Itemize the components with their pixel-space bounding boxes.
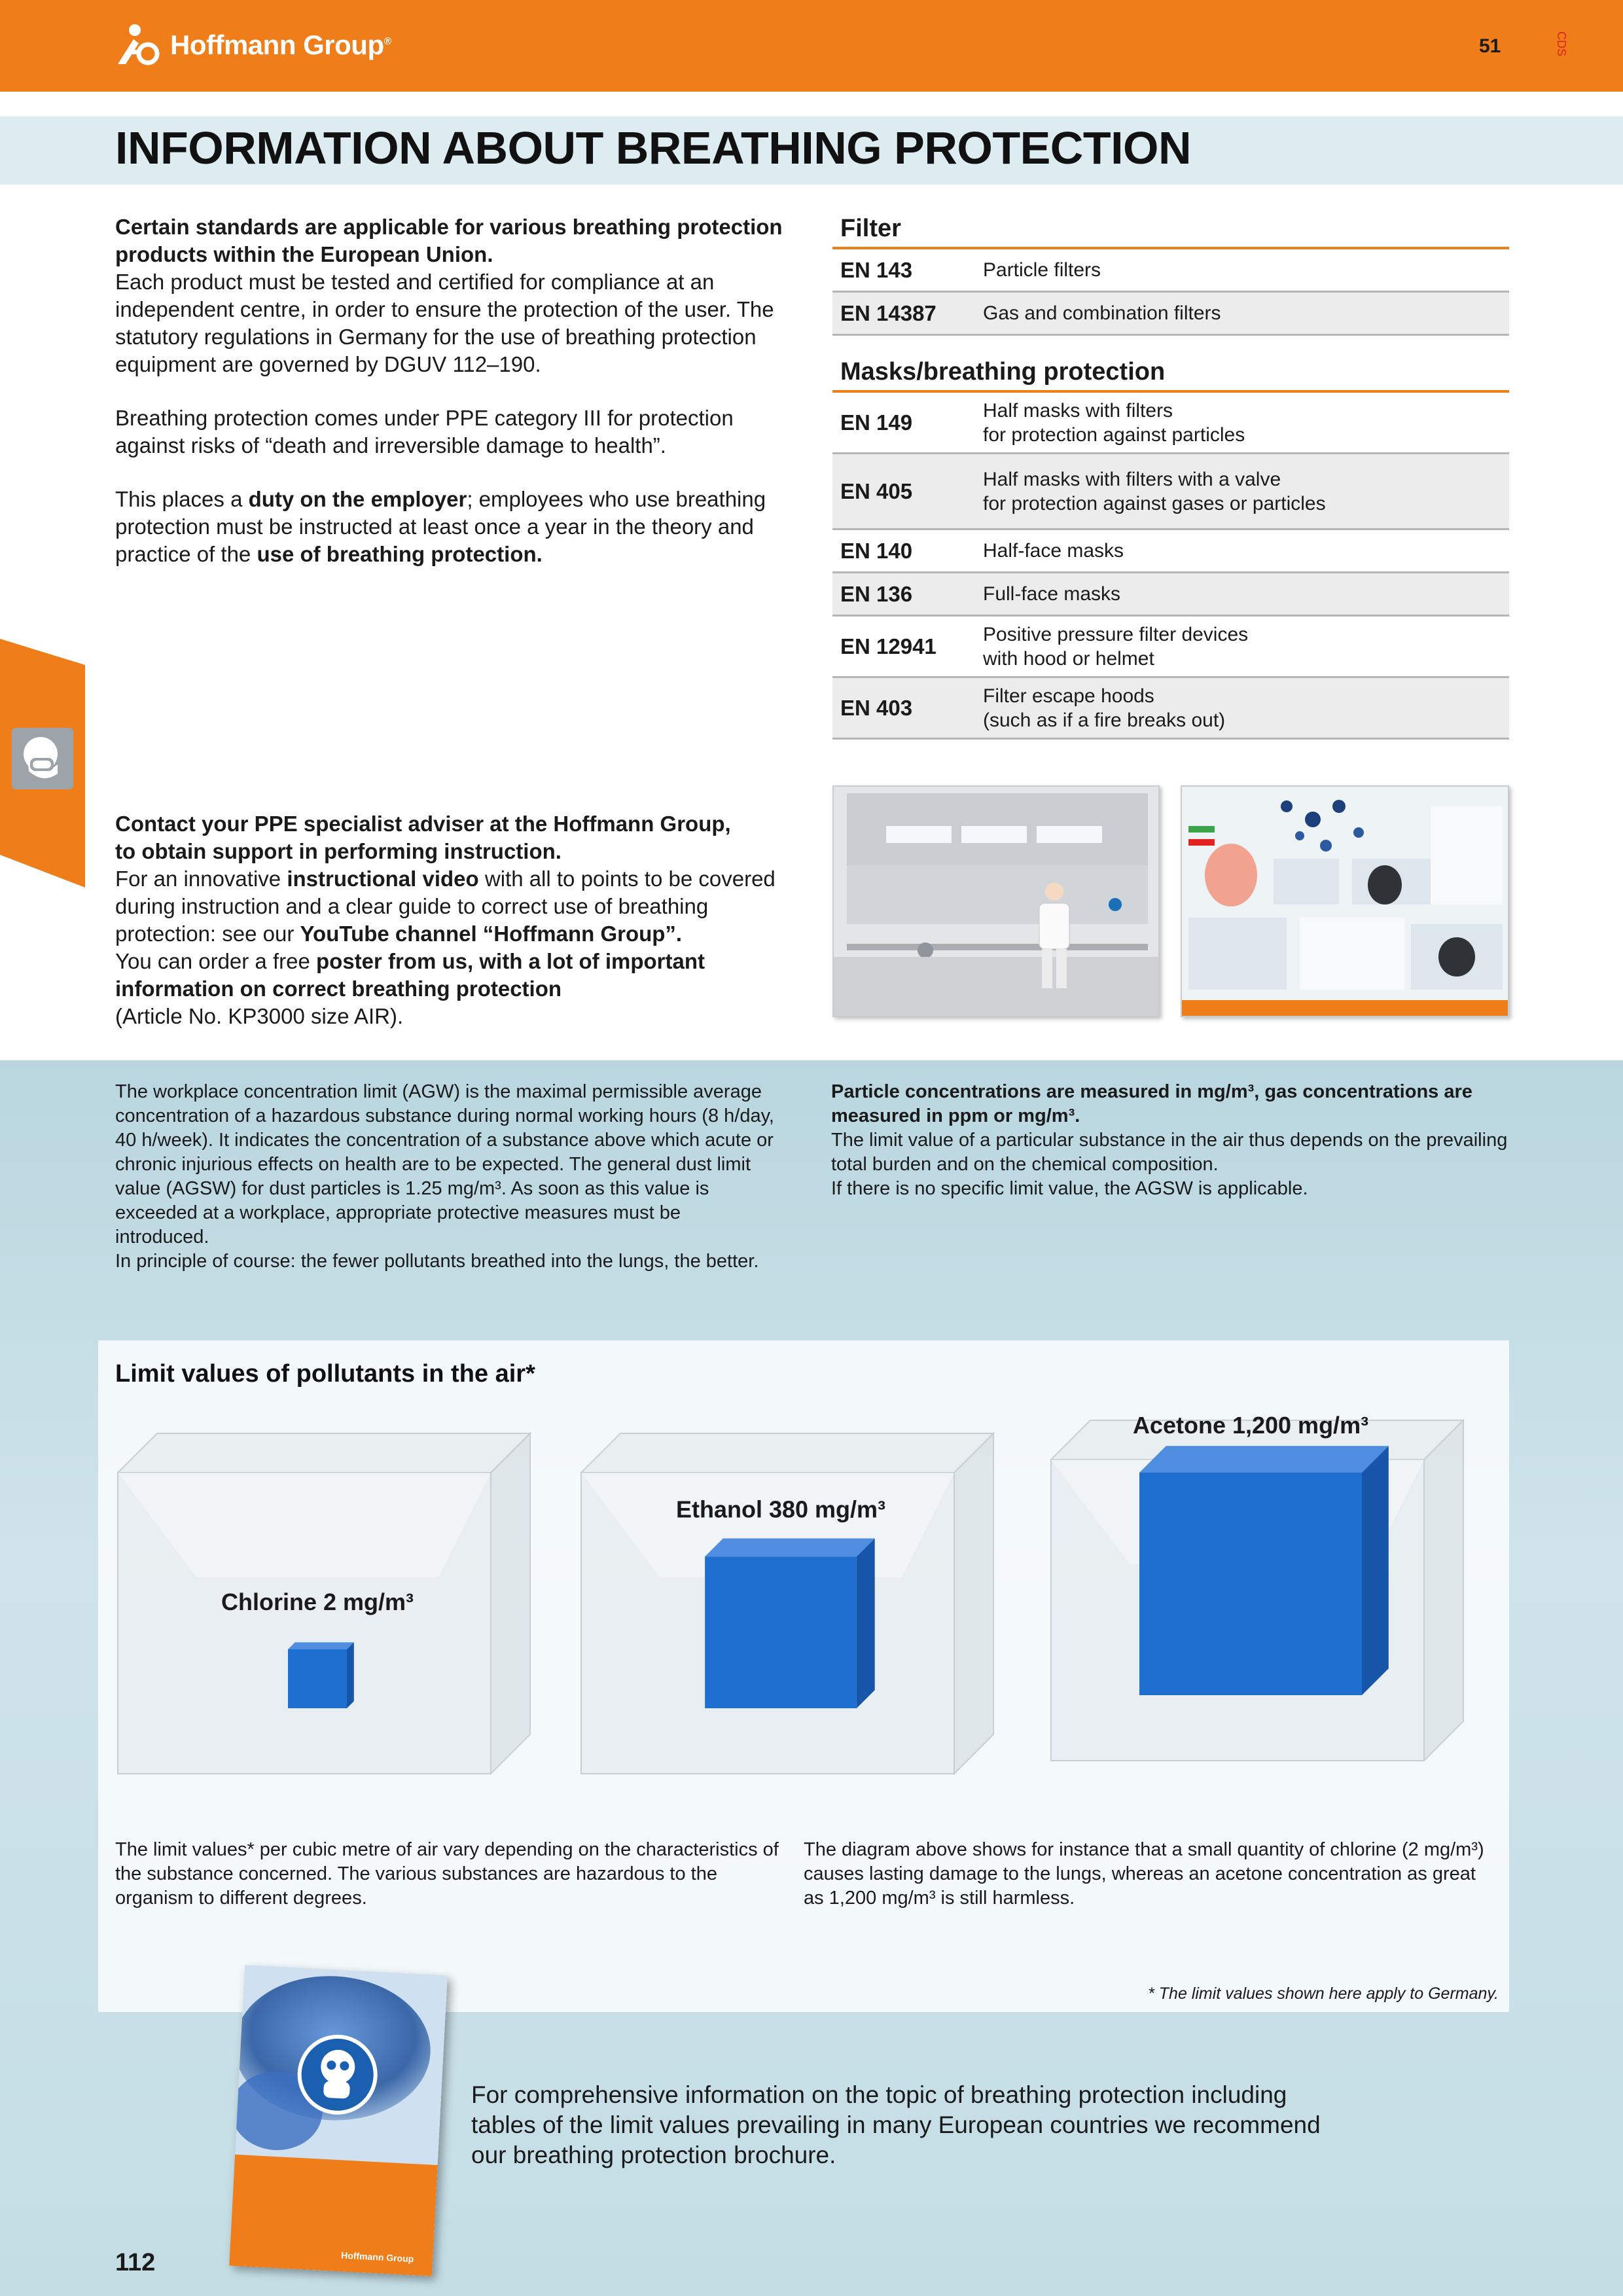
chart-title: Limit values of pollutants in the air* xyxy=(115,1360,535,1388)
standard-desc: Half masks with filters for protection against particles xyxy=(983,399,1245,446)
data-label-ethanol: Ethanol 380 mg/m³ xyxy=(675,1496,886,1523)
poster-paragraph: You can order a free poster from us, with a lot of important information on correct breathing protection xyxy=(115,949,705,1001)
intro-lead: Certain standards are applicable for various breathing protection products within the European Union. xyxy=(115,215,783,266)
limit-note-left: The limit values* per cubic metre of air vary depending on the characteristics of the substance concerned. The various substances are hazardous to the organism to different degrees. xyxy=(115,1839,779,1909)
mask-icon xyxy=(12,728,73,789)
page-number-top: 51 xyxy=(1479,35,1501,57)
video-paragraph: For an innovative instructional video with all to points to be covered during instruction and a clear guide to correct use of breathing protection: see our YouTube channel “Hoffmann Group”. xyxy=(115,867,776,946)
standard-code: EN 14387 xyxy=(840,300,936,325)
standard-desc: Particle filters xyxy=(983,259,1101,281)
standard-code: EN 403 xyxy=(840,695,913,720)
bar-acetone xyxy=(1139,1446,1389,1695)
standard-code: EN 149 xyxy=(840,410,913,435)
table-row xyxy=(832,573,1509,617)
data-label-chlorine: Chlorine 2 mg/m³ xyxy=(221,1588,414,1615)
standard-code: EN 140 xyxy=(840,538,913,563)
table-row xyxy=(832,393,1509,454)
standard-code: EN 12941 xyxy=(840,634,936,658)
instructional-video-image xyxy=(832,785,1160,1017)
bar-chlorine xyxy=(288,1642,354,1708)
poster-article-number: (Article No. KP3000 size AIR). xyxy=(115,1004,404,1028)
footnote: * The limit values shown here apply to Germany. xyxy=(1148,1984,1499,2003)
table-row xyxy=(832,678,1509,740)
brochure-brand: Hoffmann Group xyxy=(340,2250,414,2265)
limit-note-right: The diagram above shows for instance that a small quantity of chlorine (2 mg/m³) causes lasting damage to the lungs, whereas an acetone concentration as great as 1,200 mg/m³ is still harmless. xyxy=(804,1839,1484,1909)
cube-ethanol xyxy=(581,1433,993,1774)
data-label-acetone: Acetone 1,200 mg/m³ xyxy=(1132,1412,1369,1439)
hoffmann-logo xyxy=(115,24,391,67)
breathing-protection-poster-image xyxy=(1181,785,1509,1017)
standard-code: EN 136 xyxy=(840,581,913,606)
filter-table-heading: Filter xyxy=(832,211,1509,249)
limit-values-chart xyxy=(98,1407,1509,1813)
masks-table-heading: Masks/breathing protection xyxy=(832,354,1509,393)
contact-text xyxy=(115,810,809,1030)
side-code: CDS xyxy=(1555,31,1568,57)
standard-desc: Full-face masks xyxy=(983,583,1121,605)
particles-lead: Particle concentrations are measured in mg/m³, gas concentrations are measured in ppm or mg/m³. xyxy=(831,1081,1472,1126)
agw-definition: The workplace concentration limit (AGW) is the maximal permissible average concentration of a hazardous substance during normal working hours (8 h/day, 40 h/week). It indicates the concentration of a substance above which acute or chronic injurious effects on health are to be expected. The general dust limit value (AGSW) for dust particles is 1.25 mg/m³. As soon as this value is exceeded at a workplace, appropriate protective measures must be introduced. xyxy=(115,1081,774,1247)
masks-table xyxy=(832,393,1509,740)
table-row xyxy=(832,530,1509,573)
agw-principle: In principle of course: the fewer pollutants breathed into the lungs, the better. xyxy=(115,1251,759,1272)
standard-desc: Half masks with filters with a valve for protection against gases or particles xyxy=(983,468,1326,514)
particles-text xyxy=(831,1080,1512,1201)
standard-desc: Positive pressure filter devices with hood or helmet xyxy=(983,623,1249,670)
table-row xyxy=(832,617,1509,678)
intro-text xyxy=(115,213,796,594)
bar-ethanol xyxy=(705,1538,875,1708)
intro-paragraph-3: This places a duty on the employer; employees who use breathing protection must be instructed at least once a year in the theory and practice of the use of breathing protection. xyxy=(115,487,766,566)
standard-desc: Half-face masks xyxy=(983,540,1124,562)
contact-lead-2: to obtain support in performing instruction. xyxy=(115,839,562,863)
particles-paragraph-2: If there is no specific limit value, the AGSW is applicable. xyxy=(831,1178,1308,1199)
standard-code: EN 143 xyxy=(840,257,913,282)
filter-table xyxy=(832,249,1509,336)
cube-acetone xyxy=(1051,1412,1463,1761)
table-row xyxy=(832,249,1509,293)
cube-chlorine xyxy=(118,1433,530,1774)
brochure-cover xyxy=(229,1965,448,2276)
table-row xyxy=(832,293,1509,336)
brochure-text: For comprehensive information on the topic of breathing protection including tables of the limit values prevailing in many European countries we recommend our breathing protection brochure. xyxy=(471,2081,1321,2168)
table-row xyxy=(832,454,1509,530)
standard-code: EN 405 xyxy=(840,478,913,503)
agw-text xyxy=(115,1080,776,1274)
hoffmann-logo-icon xyxy=(115,24,164,67)
contact-lead-1: Contact your PPE specialist adviser at the Hoffmann Group, xyxy=(115,812,731,836)
standard-desc: Gas and combination filters xyxy=(983,302,1221,324)
particles-paragraph-1: The limit value of a particular substance in the air thus depends on the prevailing total burden and on the chemical composition. xyxy=(831,1130,1508,1175)
standard-desc: Filter escape hoods (such as if a fire breaks out) xyxy=(983,685,1226,731)
page-title: INFORMATION ABOUT BREATHING PROTECTION xyxy=(115,122,1192,173)
intro-paragraph-2: Breathing protection comes under PPE category III for protection against risks of “death and irreversible damage to health”. xyxy=(115,406,734,457)
intro-paragraph-1: Each product must be tested and certified for compliance at an independent centre, in order to ensure the protection of the user. The statutory regulations in Germany for the use of breathing protection equipment are governed by DGUV 112–190. xyxy=(115,270,774,376)
brand-name: Hoffmann Group® xyxy=(170,29,391,60)
page-number-bottom: 112 xyxy=(115,2249,156,2276)
standards-tables xyxy=(832,211,1509,740)
